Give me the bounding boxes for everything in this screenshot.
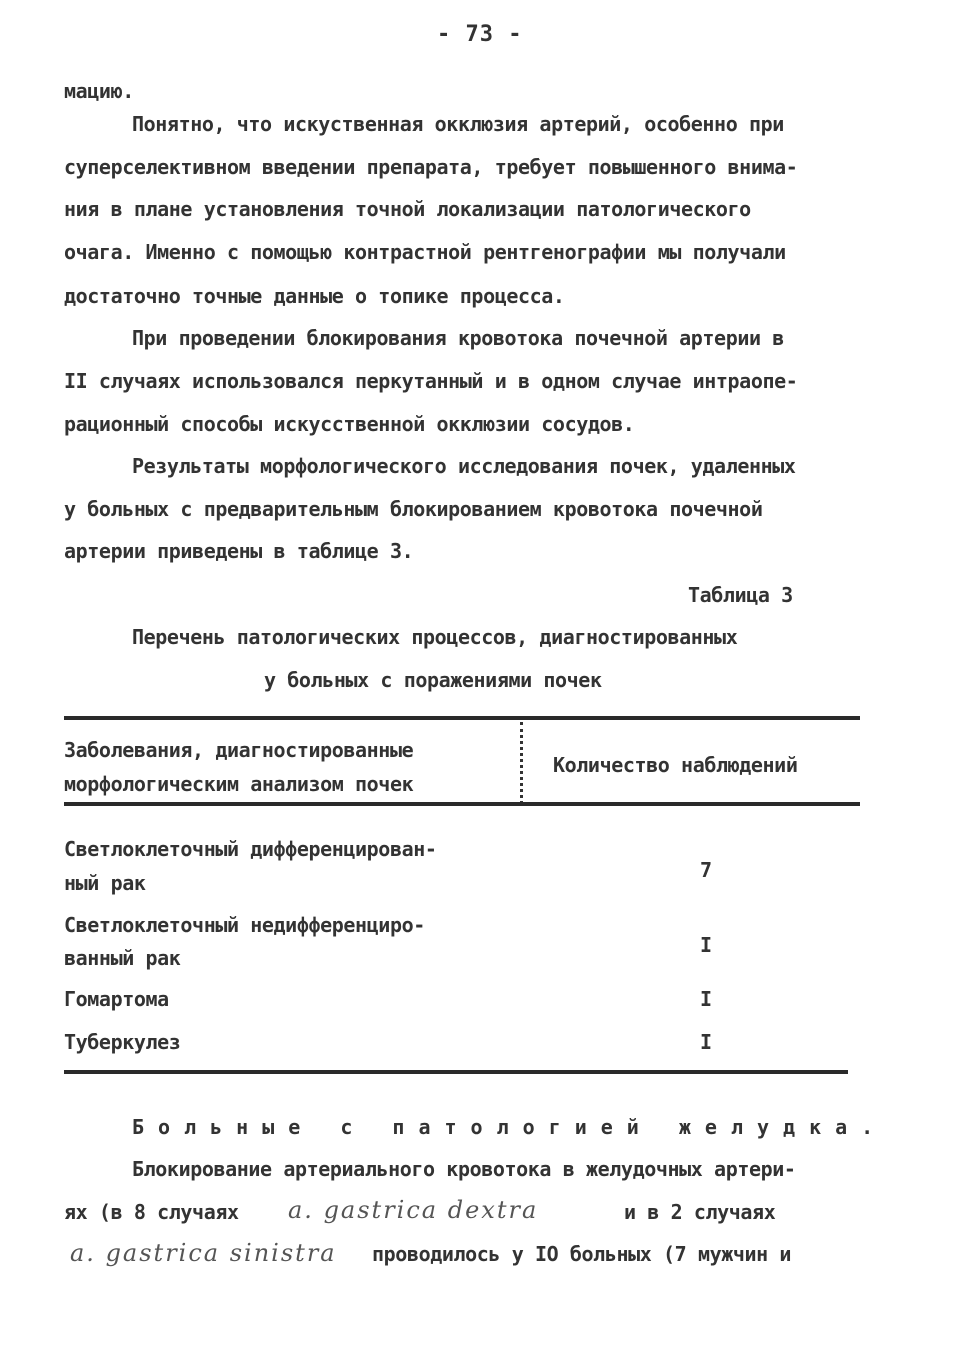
page-number: - 73 - bbox=[437, 22, 523, 47]
handwritten-text: a. gastrica dextra bbox=[288, 1196, 539, 1224]
table-cell: I bbox=[700, 987, 712, 1011]
table-label: Таблица 3 bbox=[688, 583, 793, 607]
text-line: ях (в 8 случаях bbox=[64, 1200, 239, 1224]
text-line: При проведении блокирования кровотока почечной артерии в bbox=[132, 326, 784, 350]
table-cell: Светлоклеточный дифференцирован- bbox=[64, 837, 437, 861]
table-cell: 7 bbox=[700, 858, 712, 882]
table-header-cell: Количество наблюдений bbox=[553, 753, 798, 777]
table-cell: Гомартома bbox=[64, 987, 169, 1011]
text-line: Результаты морфологического исследования почек, удаленных bbox=[132, 454, 796, 478]
table-cell: I bbox=[700, 933, 712, 957]
text-line: Блокирование артериального кровотока в желудочных артери- bbox=[132, 1157, 796, 1181]
text-line: суперселективном введении препарата, требует повышенного внима- bbox=[64, 155, 798, 179]
handwritten-text: a. gastrica sinistra bbox=[70, 1239, 337, 1267]
text-line: артерии приведены в таблице 3. bbox=[64, 539, 414, 563]
text-line: проводилось у IO больных (7 мужчин и bbox=[372, 1242, 792, 1266]
table-header-cell: Заболевания, диагностированные bbox=[64, 738, 414, 762]
table-top-rule bbox=[64, 716, 860, 720]
table-bottom-rule bbox=[64, 1070, 848, 1074]
table-cell: Светлоклеточный недифференциро- bbox=[64, 913, 425, 937]
text-line: ния в плане установления точной локализации патологического bbox=[64, 197, 751, 221]
table-cell: ванный рак bbox=[64, 946, 181, 970]
table-header-rule bbox=[64, 802, 860, 806]
table-title: у больных с поражениями почек bbox=[264, 668, 602, 692]
section-heading: Больные с патологией желудка. bbox=[132, 1115, 888, 1139]
table-cell: Туберкулез bbox=[64, 1030, 181, 1054]
table-title: Перечень патологических процессов, диагностированных bbox=[132, 625, 738, 649]
text-line: рационный способы искусственной окклюзии сосудов. bbox=[64, 412, 635, 436]
table-column-separator bbox=[520, 722, 523, 804]
text-line: достаточно точные данные о топике процесса. bbox=[64, 284, 565, 308]
text-line: Понятно, что искуственная окклюзия артерий, особенно при bbox=[132, 112, 784, 136]
text-line: II случаях использовался перкутанный и в одном случае интраопе- bbox=[64, 369, 798, 393]
table-cell: I bbox=[700, 1030, 712, 1054]
text-line: у больных с предварительным блокированием кровотока почечной bbox=[64, 497, 763, 521]
table-cell: ный рак bbox=[64, 871, 146, 895]
text-line: мацию. bbox=[64, 79, 134, 103]
table-header-cell: морфологическим анализом почек bbox=[64, 772, 414, 796]
text-line: и в 2 случаях bbox=[624, 1200, 776, 1224]
text-line: очага. Именно с помощью контрастной рентгенографии мы получали bbox=[64, 240, 786, 264]
